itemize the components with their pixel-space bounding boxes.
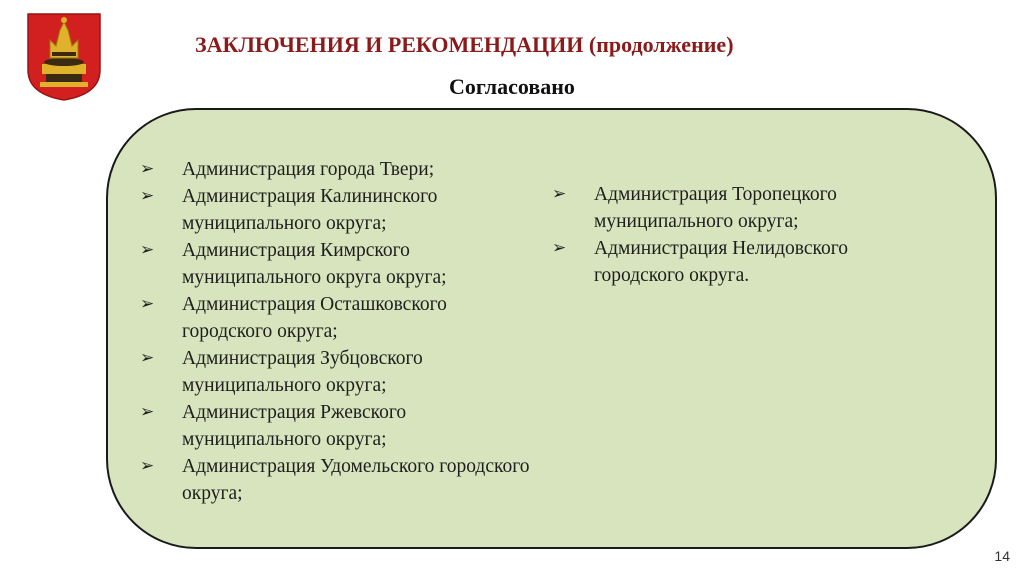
list-item [552, 235, 932, 289]
list-item-text: Администрация Кимрского муниципального округа округа; [182, 240, 447, 288]
list-right [552, 181, 932, 289]
list-item-text: Администрация Ржевского муниципального округа; [182, 402, 407, 450]
list-item-text: Администрация Нелидовского городского округа. [594, 238, 849, 286]
arrow-bullet-icon: ➢ [140, 402, 155, 422]
list-item [140, 453, 530, 507]
arrow-bullet-icon: ➢ [140, 456, 155, 476]
list-item-text: Администрация Торопецкого муниципального округа; [594, 184, 837, 232]
arrow-bullet-icon: ➢ [140, 186, 155, 206]
list-item-text: Администрация Зубцовского муниципального округа; [182, 348, 423, 396]
arrow-bullet-icon: ➢ [140, 348, 155, 368]
list-item-text: Администрация города Твери; [182, 159, 435, 180]
list-item [140, 291, 530, 345]
arrow-bullet-icon: ➢ [140, 294, 155, 314]
slide-subtitle: Согласовано [449, 74, 575, 99]
arrow-bullet-icon: ➢ [552, 184, 567, 204]
list-item [140, 237, 530, 291]
list-item [140, 399, 530, 453]
slide-title: ЗАКЛЮЧЕНИЯ И РЕКОМЕНДАЦИИ (продолжение) [195, 32, 734, 57]
list-item-text: Администрация Удомельского городского округа; [182, 456, 530, 504]
list-item-text: Администрация Калининского муниципального округа; [182, 186, 438, 234]
list-item [140, 156, 530, 183]
list-item [140, 183, 530, 237]
list-item [140, 345, 530, 399]
arrow-bullet-icon: ➢ [140, 159, 155, 179]
arrow-bullet-icon: ➢ [552, 238, 567, 258]
page-number: 14 [994, 548, 1010, 564]
list-item-text: Администрация Осташковского городского округа; [182, 294, 447, 342]
arrow-bullet-icon: ➢ [140, 240, 155, 260]
list-left [140, 156, 530, 507]
list-item [552, 181, 932, 235]
